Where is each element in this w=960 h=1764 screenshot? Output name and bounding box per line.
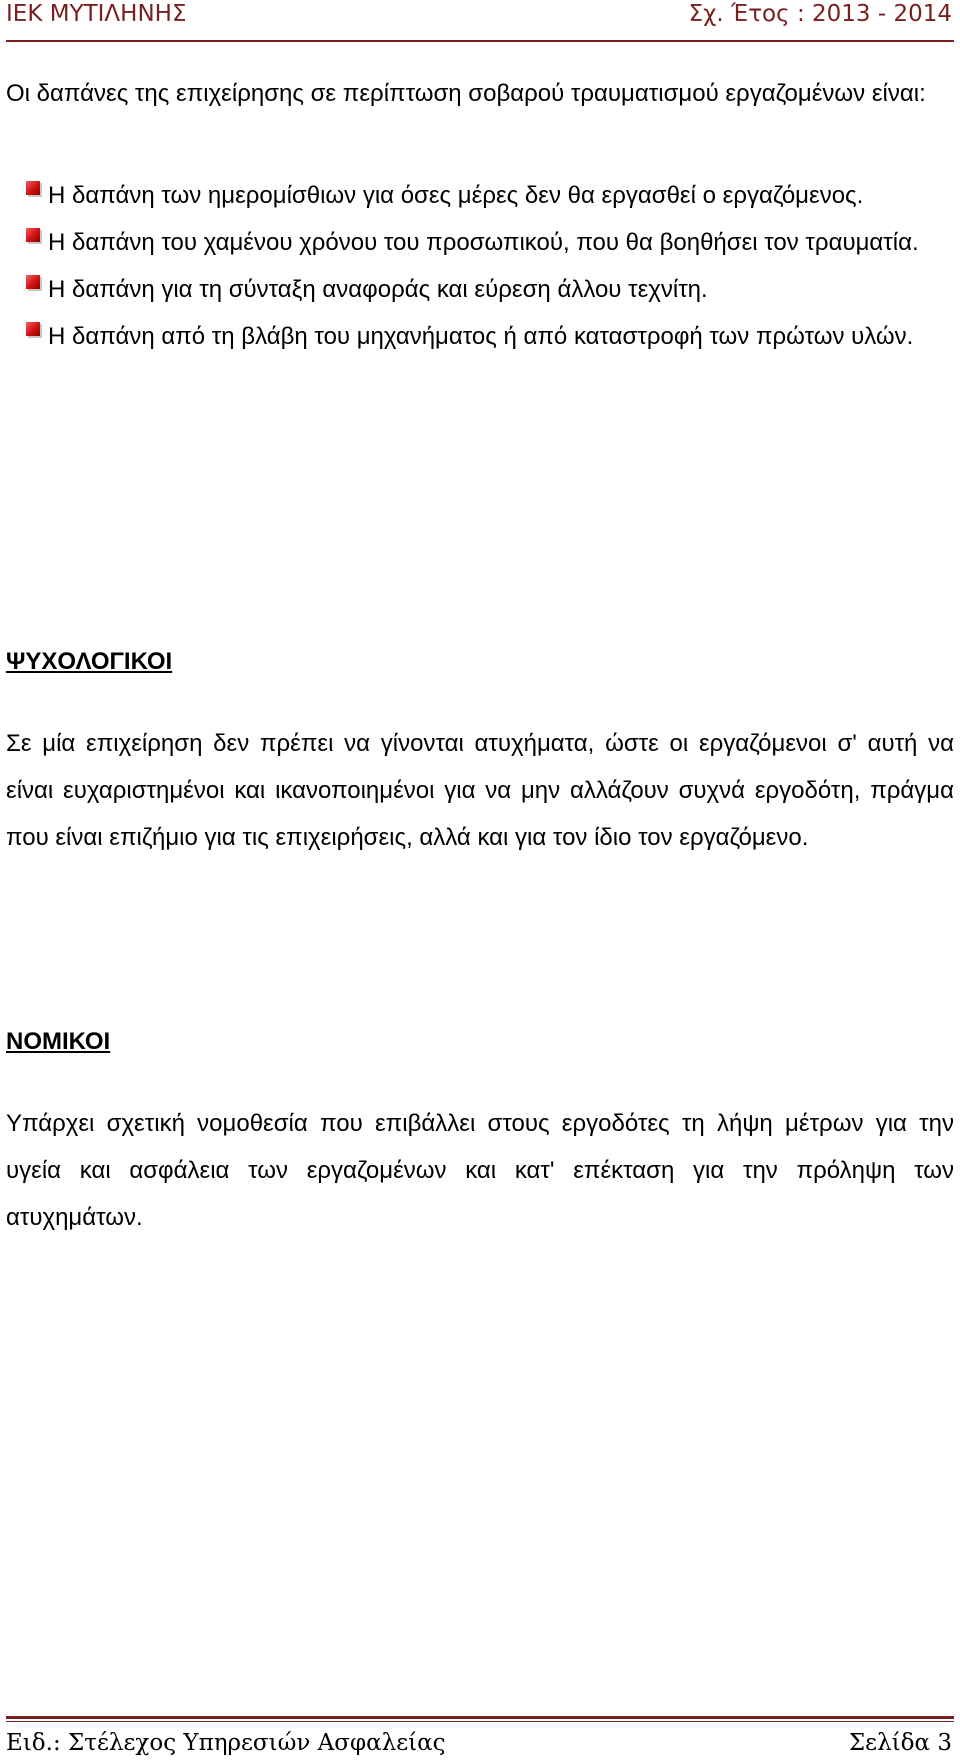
red-square-bullet-icon <box>26 181 40 195</box>
section-heading-psychological: ΨΥΧΟΛΟΓΙΚΟΙ <box>6 648 173 675</box>
footer-page-number: Σελίδα 3 <box>848 1730 952 1756</box>
red-square-bullet-icon <box>26 322 40 336</box>
footer-divider <box>6 1716 954 1719</box>
list-item-text: Η δαπάνη για τη σύνταξη αναφοράς και εύρεση άλλου τεχνίτη. <box>48 276 708 303</box>
page-header <box>6 0 954 42</box>
list-item-text: Η δαπάνη από τη βλάβη του μηχανήματος ή από καταστροφή των πρώτων υλών. <box>48 323 914 350</box>
red-square-bullet-icon <box>26 228 40 242</box>
cost-list <box>26 172 954 360</box>
list-item <box>26 313 954 360</box>
section-heading-legal: ΝΟΜΙΚΟΙ <box>6 1028 111 1055</box>
header-school-name: ΙΕΚ ΜΥΤΙΛΗΝΗΣ <box>6 1 187 27</box>
section-text-psychological: Σε μία επιχείρηση δεν πρέπει να γίνονται ατυχήματα, ώστε οι εργαζόμενοι σ' αυτή να είναι ευχαριστημένοι και ικανοποιημένοι για να μην αλλάζουν συχνά εργοδότη, πράγμα που είναι επιζήμιο για τις επιχειρήσεις, αλλά και για τον ίδιο τον εργαζόμενο. <box>6 730 954 851</box>
list-item <box>26 266 954 313</box>
header-school-year: Σχ. Έτος : 2013 - 2014 <box>688 1 952 27</box>
list-item <box>26 219 954 266</box>
intro-paragraph: Οι δαπάνες της επιχείρησης σε περίπτωση σοβαρού τραυματισμού εργαζομένων είναι: <box>6 80 926 107</box>
footer-divider-thin <box>6 1721 954 1722</box>
footer-specialty: Ειδ.: Στέλεχος Υπηρεσιών Ασφαλείας <box>6 1730 446 1756</box>
list-item <box>26 172 954 219</box>
list-item-text: Η δαπάνη του χαμένου χρόνου του προσωπικού, που θα βοηθήσει τον τραυματία. <box>48 229 919 256</box>
red-square-bullet-icon <box>26 275 40 289</box>
list-item-text: Η δαπάνη των ημερομίσθιων για όσες μέρες δεν θα εργασθεί ο εργαζόμενος. <box>48 182 864 209</box>
section-text-legal: Υπάρχει σχετική νομοθεσία που επιβάλλει στους εργοδότες τη λήψη μέτρων για την υγεία και ασφάλεια των εργαζομένων και κατ' επέκταση για την πρόληψη των ατυχημάτων. <box>6 1110 954 1231</box>
